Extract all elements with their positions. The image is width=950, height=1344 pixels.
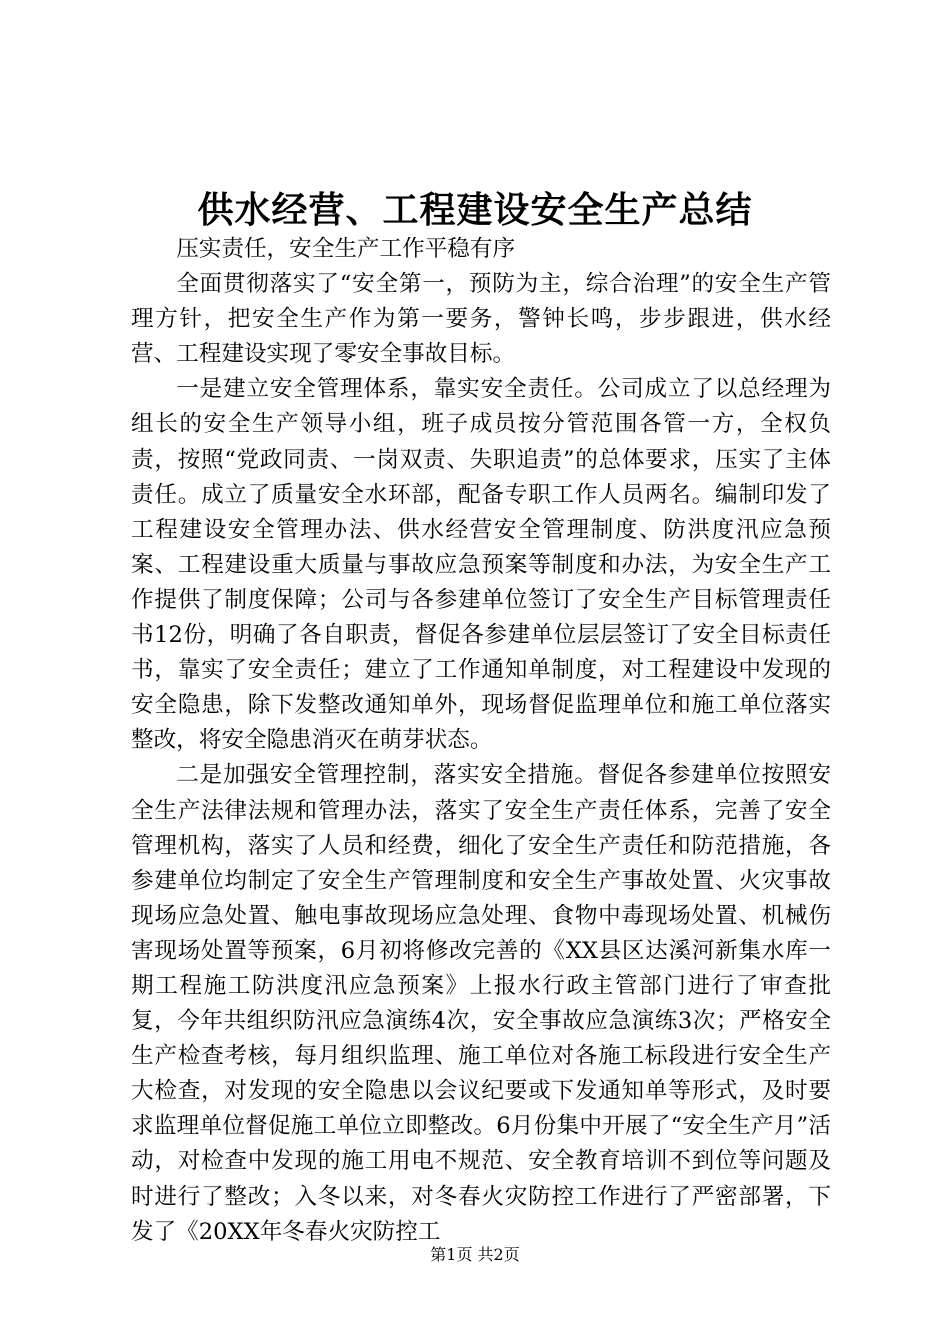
- page-number-footer: 第1页 共2页: [430, 1245, 520, 1264]
- document-title: 供水经营、工程建设安全生产总结: [197, 189, 753, 231]
- paragraph-point-one: 一是建立安全管理体系，靠实安全责任。公司成立了以总经理为组长的安全生产领导小组，班子成员按分管范围各管一方，全权负责，按照“党政同责、一岗双责、失职追责”的总体要求，压实了主体责任。成立了质量安全水环部，配备专职工作人员两名。编制印发了工程建设安全管理办法、供水经营安全管理制度、防洪度汛应急预案、工程建设重大质量与事故应急预案等制度和办法，为安全生产工作提供了制度保障；公司与各参建单位签订了安全生产目标管理责任书12份，明确了各自职责，督促各参建单位层层签订了安全目标责任书，靠实了安全责任；建立了工作通知单制度，对工程建设中发现的安全隐患，除下发整改通知单外，现场督促监理单位和施工单位落实整改，将安全隐患消灭在萌芽状态。: [131, 376, 831, 754]
- paragraph-intro: 全面贯彻落实了“安全第一，预防为主，综合治理”的安全生产管理方针，把安全生产作为第一要务，警钟长鸣，步步跟进，供水经营、工程建设实现了零安全事故目标。: [131, 271, 831, 368]
- paragraph-point-two: 二是加强安全管理控制，落实安全措施。督促各参建单位按照安全生产法律法规和管理办法，落实了安全生产责任体系，完善了安全管理机构，落实了人员和经费，细化了安全生产责任和防范措施，各参建单位均制定了安全生产管理制度和安全生产事故处置、火灾事故现场应急处置、触电事故现场应急处理、食物中毒现场处置、机械伤害现场处置等预案，6月初将修改完善的《XX县区达溪河新集水库一期工程施工防洪度汛应急预案》上报水行政主管部门进行了审查批复，今年共组织防汛应急演练4次，安全事故应急演练3次；严格安全生产检查考核，每月组织监理、施工单位对各施工标段进行安全生产大检查，对发现的安全隐患以会议纪要或下发通知单等形式，及时要求监理单位督促施工单位立即整改。6月份集中开展了“安全生产月”活动，对检查中发现的施工用电不规范、安全教育培训不到位等问题及时进行了整改；入冬以来，对冬春火灾防控工作进行了严密部署，下发了《20XX年冬春火灾防控工: [131, 762, 831, 1245]
- section-heading: 压实责任，安全生产工作平稳有序: [176, 236, 516, 262]
- document-body: [131, 232, 831, 1250]
